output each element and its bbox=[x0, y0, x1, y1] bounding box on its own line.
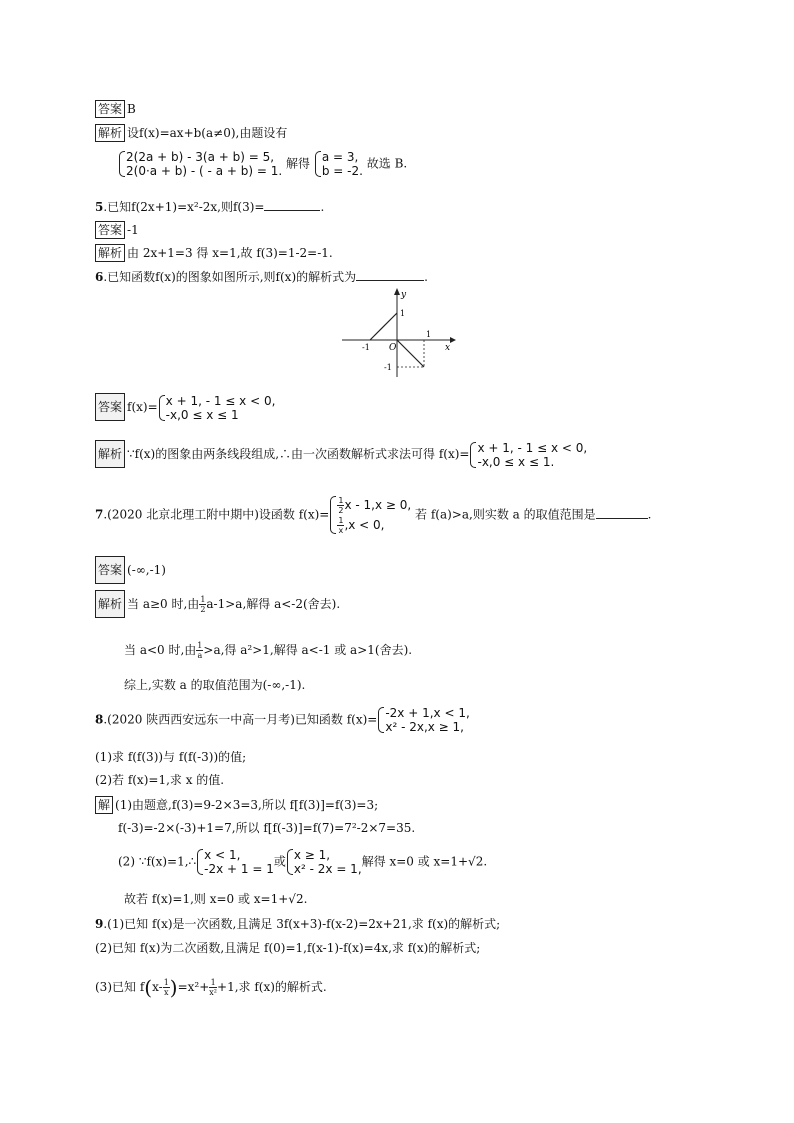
q5-answer bbox=[95, 221, 139, 239]
piece-text: ,x < 0, bbox=[344, 518, 385, 532]
analysis-tag: 解析 bbox=[95, 590, 125, 618]
question-text: +1,求 f(x)的解析式. bbox=[217, 980, 327, 994]
answer-prefix: f(x)= bbox=[127, 400, 158, 414]
graph-svg bbox=[340, 285, 460, 380]
denominator: x² bbox=[209, 988, 218, 997]
paren-open: ( bbox=[144, 975, 153, 1000]
analysis-text: 由 2x+1=3 得 x=1,故 f(3)=1-2=-1. bbox=[127, 246, 333, 260]
piece-text: x - 1,x ≥ 0, bbox=[344, 498, 412, 512]
q7-answer bbox=[95, 556, 166, 584]
piece-line: -x,0 ≤ x ≤ 1 bbox=[165, 407, 239, 422]
question-text: (3)已知 f bbox=[95, 980, 145, 994]
question-text-after: 若 f(a)>a,则实数 a 的取值范围是 bbox=[415, 507, 596, 522]
question-text: .已知函数f(x)的图象如图所示,则f(x)的解析式为 bbox=[103, 270, 357, 284]
system-line: x < 1, bbox=[204, 848, 241, 862]
analysis-text: 综上,实数 a 的取值范围为(-∞,-1). bbox=[124, 678, 306, 692]
x-arrow-icon bbox=[450, 337, 456, 343]
question-8 bbox=[95, 706, 470, 734]
fraction bbox=[209, 978, 217, 997]
conclusion-text: 故选 B. bbox=[366, 156, 408, 171]
solution-tag: 解 bbox=[95, 796, 113, 814]
answer-tag: 答案 bbox=[95, 100, 125, 118]
q8-solution-4 bbox=[124, 891, 307, 907]
q8-solution-1 bbox=[95, 796, 378, 814]
q8-sub1 bbox=[95, 749, 246, 765]
analysis-text: 当 a<0 时,由 bbox=[124, 643, 197, 657]
question-number: 8 bbox=[95, 712, 104, 727]
question-text: .已知f(2x+1)=x²-2x,则f(3)= bbox=[103, 200, 265, 214]
piecewise-definition bbox=[377, 706, 469, 734]
paren-close: ) bbox=[169, 975, 178, 1000]
question-9-part3 bbox=[95, 975, 327, 1000]
question-number: 6 bbox=[95, 270, 104, 284]
sub-question: (1)求 f(f(3))与 f(f(-3))的值; bbox=[95, 750, 247, 764]
answer-blank bbox=[264, 198, 320, 211]
system-line: 2(0·a + b) - ( - a + b) = 1. bbox=[126, 164, 283, 178]
analysis-tag: 解析 bbox=[95, 124, 125, 142]
question-text: =x²+ bbox=[177, 980, 210, 994]
piece-line bbox=[337, 495, 411, 515]
analysis-text: 设f(x)=ax+b(a≠0),由题设有 bbox=[127, 126, 288, 140]
analysis-text: 当 a≥0 时,由 bbox=[127, 597, 200, 611]
answer-text: B bbox=[127, 102, 136, 116]
x-label: x bbox=[445, 343, 451, 353]
system-b bbox=[286, 848, 362, 876]
segment-left bbox=[370, 313, 397, 340]
numerator: 1 bbox=[200, 595, 206, 604]
piece-line: x² - 2x,x ≥ 1, bbox=[385, 720, 464, 734]
sub-question: (2)若 f(x)=1,求 x 的值. bbox=[95, 773, 225, 787]
system-line: x² - 2x = 1, bbox=[293, 862, 362, 876]
analysis-text: >a,得 a²>1,解得 a<-1 或 a>1(舍去). bbox=[203, 643, 413, 657]
solution-text: (1)由题意,f(3)=9-2×3=3,所以 f[f(3)]=f(3)=3; bbox=[115, 798, 379, 812]
solve-word: 解得 bbox=[286, 156, 311, 171]
system-line: -2x + 1 = 1 bbox=[204, 862, 274, 876]
answer-tag: 答案 bbox=[95, 556, 125, 584]
piecewise-definition bbox=[329, 495, 411, 535]
q7-analysis-1 bbox=[95, 590, 340, 618]
question-text: .(2020 北京北理工附中期中)设函数 f(x)= bbox=[103, 507, 330, 522]
answer-text: (-∞,-1) bbox=[127, 563, 166, 577]
answer-blank bbox=[596, 506, 648, 519]
numerator: 1 bbox=[197, 641, 203, 650]
solution-text: 故若 f(x)=1,则 x=0 或 x=1+√2. bbox=[124, 892, 308, 906]
fraction bbox=[163, 978, 170, 997]
solution-text: (2) ∵f(x)=1,∴ bbox=[118, 854, 197, 869]
question-9-part2 bbox=[95, 940, 480, 956]
denominator: 2 bbox=[338, 506, 344, 515]
question-text: (2)已知 f(x)为二次函数,且满足 f(0)=1,f(x-1)-f(x)=4x,求 f(x)的解析式; bbox=[95, 941, 481, 955]
q8-solution-2 bbox=[118, 820, 415, 836]
solution-text: 解得 x=0 或 x=1+√2. bbox=[361, 854, 488, 869]
tick-1-x: 1 bbox=[426, 330, 432, 339]
piece-line: x + 1, - 1 ≤ x < 0, bbox=[477, 440, 588, 455]
period: . bbox=[647, 507, 652, 522]
block4-answer bbox=[95, 100, 136, 118]
question-text: .(2020 陕西西安远东一中高一月考)已知函数 f(x)= bbox=[103, 712, 378, 727]
piece-line: -x,0 ≤ x ≤ 1. bbox=[477, 454, 555, 469]
q6-analysis bbox=[95, 440, 587, 469]
piecewise-result bbox=[469, 441, 587, 469]
piece-line: -2x + 1,x < 1, bbox=[385, 706, 470, 720]
period: . bbox=[424, 270, 428, 284]
function-graph bbox=[340, 285, 460, 380]
y-arrow-icon bbox=[394, 288, 400, 295]
denominator: x bbox=[163, 988, 169, 997]
solution-text: f(-3)=-2×(-3)+1=7,所以 f[f(-3)]=f(7)=7²-2×7=35. bbox=[118, 821, 416, 835]
tick-neg1-y: -1 bbox=[384, 363, 392, 372]
system-line: a = 3, bbox=[321, 150, 359, 164]
numerator: 1 bbox=[338, 496, 344, 505]
numerator: 1 bbox=[163, 978, 169, 987]
analysis-text: a-1>a,解得 a<-2(舍去). bbox=[206, 597, 341, 611]
question-9-part1 bbox=[95, 916, 500, 932]
denominator: x bbox=[338, 526, 344, 535]
q6-answer bbox=[95, 393, 275, 422]
block4-analysis bbox=[95, 124, 287, 142]
system-a bbox=[196, 848, 274, 876]
q7-analysis-3 bbox=[124, 677, 305, 693]
segment-right bbox=[397, 340, 424, 367]
system-line: 2(2a + b) - 3(a + b) = 5, bbox=[126, 150, 275, 164]
period: . bbox=[320, 200, 325, 214]
answer-blank bbox=[356, 268, 424, 281]
analysis-text: ∵f(x)的图象由两条线段组成,∴由一次函数解析式求法可得 f(x)= bbox=[127, 447, 470, 461]
answer-tag: 答案 bbox=[95, 221, 125, 239]
numerator: 1 bbox=[338, 516, 344, 525]
piece-line bbox=[337, 515, 411, 535]
tick-neg1-x: -1 bbox=[362, 343, 370, 352]
question-7 bbox=[95, 495, 651, 535]
equation-system bbox=[118, 150, 282, 178]
question-text: .(1)已知 f(x)是一次函数,且满足 3f(x+3)-f(x-2)=2x+21,求 f(x)的解析式; bbox=[103, 917, 501, 931]
q8-solution-3 bbox=[118, 848, 487, 876]
system-line: x ≥ 1, bbox=[293, 848, 331, 862]
denominator: a bbox=[197, 651, 203, 660]
q7-analysis-2 bbox=[124, 641, 412, 660]
answer-tag: 答案 bbox=[95, 393, 125, 421]
block4-systems bbox=[118, 150, 407, 178]
piece-line: x + 1, - 1 ≤ x < 0, bbox=[165, 393, 276, 408]
question-5 bbox=[95, 198, 324, 215]
question-number: 5 bbox=[95, 200, 104, 214]
origin-label: O bbox=[389, 343, 397, 353]
system-line: b = -2. bbox=[321, 164, 363, 178]
solution-system bbox=[314, 150, 363, 178]
denominator: 2 bbox=[200, 605, 206, 614]
piecewise-answer bbox=[158, 394, 276, 422]
analysis-tag: 解析 bbox=[95, 440, 125, 468]
question-text: x- bbox=[152, 980, 163, 994]
question-number: 9 bbox=[95, 917, 104, 931]
y-label: y bbox=[401, 290, 407, 300]
analysis-tag: 解析 bbox=[95, 244, 125, 262]
numerator: 1 bbox=[210, 978, 216, 987]
q8-sub2 bbox=[95, 772, 224, 788]
tick-1-y: 1 bbox=[400, 309, 406, 318]
question-6 bbox=[95, 268, 428, 285]
or-word: 或 bbox=[273, 854, 286, 869]
question-number: 7 bbox=[95, 507, 104, 522]
q5-analysis bbox=[95, 244, 333, 262]
answer-text: -1 bbox=[127, 223, 139, 237]
